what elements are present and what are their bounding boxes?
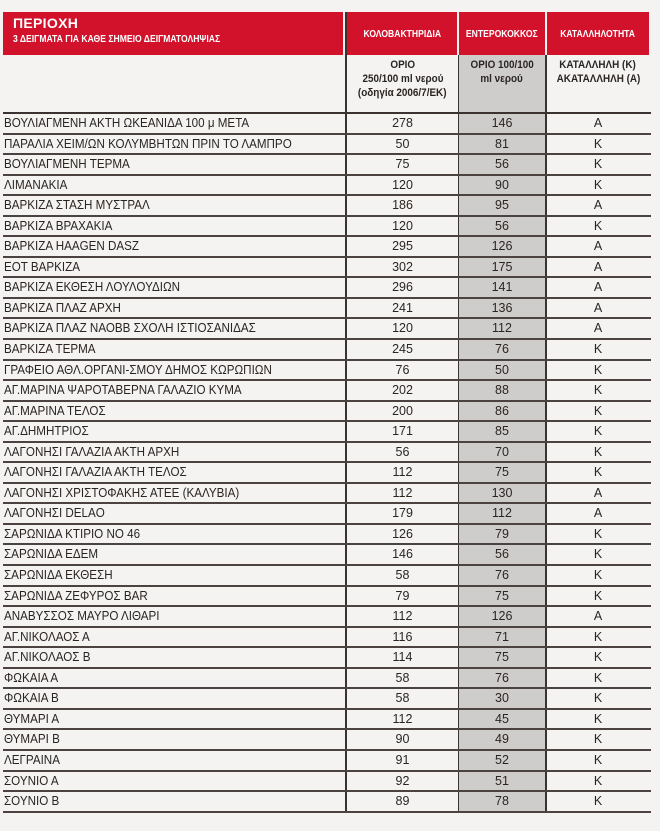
cell-bacteria: 91 bbox=[345, 751, 459, 770]
cell-enterococcus: 95 bbox=[459, 196, 547, 215]
cell-enterococcus: 49 bbox=[459, 730, 547, 749]
cell-suitability: Κ bbox=[593, 444, 603, 459]
table-row bbox=[3, 463, 651, 484]
table-row bbox=[3, 422, 651, 443]
cell-bacteria: 302 bbox=[345, 258, 459, 277]
table-row bbox=[3, 176, 651, 197]
cell-suitability: Κ bbox=[593, 629, 603, 644]
cell-bacteria: 186 bbox=[345, 196, 459, 215]
cell-area bbox=[3, 525, 345, 544]
cell-enterococcus: 76 bbox=[459, 669, 547, 688]
table-row bbox=[3, 566, 651, 587]
cell-suitability: Α bbox=[593, 116, 603, 130]
cell-suitability: Κ bbox=[593, 670, 603, 685]
cell-area bbox=[3, 545, 345, 564]
header-enterococcus-label: ΕΝΤΕΡΟΚΟΚΚΟΣ bbox=[466, 27, 538, 40]
cell-bacteria: 58 bbox=[345, 566, 459, 585]
table-row bbox=[3, 587, 651, 608]
table-row bbox=[3, 484, 651, 505]
cell-enterococcus: 85 bbox=[459, 422, 547, 441]
subheader-area-empty bbox=[3, 55, 345, 112]
cell-suitability: Α bbox=[593, 280, 603, 295]
bacteria-limit-line3: (οδηγία 2006/7/ΕΚ) bbox=[358, 87, 447, 99]
area-name: ΑΓ.ΜΑΡΙΝΑ ΤΕΛΟΣ bbox=[4, 403, 106, 418]
cell-bacteria: 90 bbox=[345, 730, 459, 749]
cell-suitability: Κ bbox=[593, 136, 603, 151]
cell-enterococcus: 70 bbox=[459, 443, 547, 462]
cell-suitability: Α bbox=[593, 321, 603, 336]
cell-area bbox=[3, 237, 345, 256]
area-name: ΛΑΓΟΝΗΣΙ ΧΡΙΣΤΟΦΑΚΗΣ ΑΤΕΕ (ΚΑΛΥΒΙΑ) bbox=[4, 485, 240, 500]
cell-area bbox=[3, 135, 345, 154]
table-row bbox=[3, 155, 651, 176]
cell-area bbox=[3, 463, 345, 482]
subheader-suitability-legend bbox=[547, 55, 649, 112]
cell-bacteria: 278 bbox=[345, 114, 459, 133]
cell-suitability: Κ bbox=[593, 650, 603, 665]
cell-suitability: Κ bbox=[593, 773, 603, 788]
cell-suitability: Κ bbox=[593, 568, 603, 583]
cell-area bbox=[3, 340, 345, 359]
area-name: ΣΟΥΝΙΟ Α bbox=[4, 773, 59, 788]
suitability-legend-line1: ΚΑΤΑΛΛΗΛΗ (Κ) bbox=[559, 59, 637, 71]
table-row bbox=[3, 443, 651, 464]
table-row bbox=[3, 730, 651, 751]
area-name: ΛΕΓΡΑΙΝΑ bbox=[4, 752, 60, 767]
cell-area bbox=[3, 628, 345, 647]
table-row bbox=[3, 607, 651, 628]
cell-enterococcus: 79 bbox=[459, 525, 547, 544]
cell-bacteria: 112 bbox=[345, 607, 459, 626]
cell-area bbox=[3, 710, 345, 729]
table-row bbox=[3, 361, 651, 382]
table-row bbox=[3, 772, 651, 793]
cell-enterococcus: 86 bbox=[459, 402, 547, 421]
area-name: ΣΑΡΩΝΙΔΑ ΖΕΦΥΡΟΣ BAR bbox=[4, 588, 148, 603]
cell-bacteria: 200 bbox=[345, 402, 459, 421]
area-name: ΣΑΡΩΝΙΔΑ ΕΔΕΜ bbox=[4, 547, 99, 562]
table-row bbox=[3, 217, 651, 238]
table-row bbox=[3, 710, 651, 731]
area-name: ΕΟΤ ΒΑΡΚΙΖΑ bbox=[4, 259, 81, 274]
cell-area bbox=[3, 751, 345, 770]
cell-area bbox=[3, 319, 345, 338]
cell-area bbox=[3, 689, 345, 708]
cell-area bbox=[3, 176, 345, 195]
bacteria-limit-line2: 250/100 ml νερού bbox=[361, 73, 443, 85]
table-row bbox=[3, 299, 651, 320]
area-name: ΑΓ.ΜΑΡΙΝΑ ΨΑΡΟΤΑΒΕΡΝΑ ΓΑΛΑΖΙΟ ΚΥΜΑ bbox=[4, 383, 242, 398]
cell-area bbox=[3, 278, 345, 297]
cell-enterococcus: 71 bbox=[459, 628, 547, 647]
cell-area bbox=[3, 114, 345, 133]
cell-bacteria: 120 bbox=[345, 217, 459, 236]
cell-bacteria: 114 bbox=[345, 648, 459, 667]
header-area-title: ΠΕΡΙΟΧΗ bbox=[13, 15, 79, 31]
cell-enterococcus: 76 bbox=[459, 340, 547, 359]
cell-enterococcus: 56 bbox=[459, 545, 547, 564]
cell-enterococcus: 52 bbox=[459, 751, 547, 770]
cell-area bbox=[3, 299, 345, 318]
table-header bbox=[3, 12, 651, 55]
area-name: ΒΑΡΚΙΖΑ ΤΕΡΜΑ bbox=[4, 342, 96, 357]
table-body bbox=[3, 114, 651, 813]
cell-bacteria: 245 bbox=[345, 340, 459, 359]
table-row bbox=[3, 340, 651, 361]
cell-bacteria: 79 bbox=[345, 587, 459, 606]
cell-suitability: Κ bbox=[593, 794, 603, 809]
cell-enterococcus: 45 bbox=[459, 710, 547, 729]
area-name: ΣΑΡΩΝΙΔΑ ΚΤΙΡΙΟ ΝΟ 46 bbox=[4, 526, 141, 541]
cell-enterococcus: 81 bbox=[459, 135, 547, 154]
cell-suitability: Κ bbox=[593, 157, 603, 172]
cell-bacteria: 146 bbox=[345, 545, 459, 564]
cell-bacteria: 126 bbox=[345, 525, 459, 544]
area-name: ΦΩΚΑΙΑ Β bbox=[4, 691, 59, 706]
cell-suitability: Α bbox=[593, 485, 603, 500]
header-enterococcus bbox=[459, 12, 547, 55]
area-name: ΒΑΡΚΙΖΑ ΕΚΘΕΣΗ ΛΟΥΛΟΥΔΙΩΝ bbox=[4, 280, 181, 295]
cell-enterococcus: 136 bbox=[459, 299, 547, 318]
cell-bacteria: 56 bbox=[345, 443, 459, 462]
water-quality-table bbox=[3, 12, 651, 813]
cell-suitability: Κ bbox=[593, 752, 603, 767]
cell-enterococcus: 126 bbox=[459, 607, 547, 626]
cell-bacteria: 112 bbox=[345, 463, 459, 482]
table-row bbox=[3, 114, 651, 135]
area-name: ΑΝΑΒΥΣΣΟΣ ΜΑΥΡΟ ΛΙΘΑΡΙ bbox=[4, 609, 160, 624]
header-bacteria-label: ΚΟΛΟΒΑΚΤΗΡΙΔΙΑ bbox=[363, 27, 441, 40]
area-name: ΒΑΡΚΙΖΑ ΠΛΑΖ ΑΡΧΗ bbox=[4, 300, 121, 315]
table-row bbox=[3, 258, 651, 279]
table-row bbox=[3, 792, 651, 813]
cell-enterococcus: 112 bbox=[459, 319, 547, 338]
cell-enterococcus: 75 bbox=[459, 648, 547, 667]
area-name: ΒΑΡΚΙΖΑ ΠΛΑΖ ΝΑΟΒΒ ΣΧΟΛΗ ΙΣΤΙΟΣΑΝΙΔΑΣ bbox=[4, 321, 256, 336]
subheader-enterococcus-limit bbox=[459, 55, 547, 112]
cell-suitability: Κ bbox=[593, 177, 603, 192]
suitability-legend-line2: ΑΚΑΤΑΛΛΗΛΗ (Α) bbox=[556, 73, 640, 85]
cell-bacteria: 295 bbox=[345, 237, 459, 256]
cell-bacteria: 76 bbox=[345, 361, 459, 380]
cell-bacteria: 112 bbox=[345, 710, 459, 729]
table-row bbox=[3, 751, 651, 772]
cell-bacteria: 50 bbox=[345, 135, 459, 154]
table-row bbox=[3, 196, 651, 217]
cell-suitability: Α bbox=[593, 300, 603, 315]
area-name: ΑΓ.ΝΙΚΟΛΑΟΣ Α bbox=[4, 629, 90, 644]
cell-bacteria: 92 bbox=[345, 772, 459, 791]
table-row bbox=[3, 278, 651, 299]
cell-area bbox=[3, 484, 345, 503]
cell-enterococcus: 112 bbox=[459, 504, 547, 523]
table-row bbox=[3, 669, 651, 690]
area-name: ΘΥΜΑΡΙ Β bbox=[4, 732, 60, 747]
header-suitability-label: ΚΑΤΑΛΛΗΛΟΤΗΤΑ bbox=[560, 27, 636, 40]
cell-bacteria: 120 bbox=[345, 319, 459, 338]
table-row bbox=[3, 545, 651, 566]
cell-area bbox=[3, 772, 345, 791]
table-row bbox=[3, 319, 651, 340]
cell-bacteria: 202 bbox=[345, 381, 459, 400]
cell-area bbox=[3, 258, 345, 277]
cell-bacteria: 58 bbox=[345, 669, 459, 688]
subheader-bacteria-limit bbox=[345, 55, 459, 112]
cell-area bbox=[3, 587, 345, 606]
cell-area bbox=[3, 217, 345, 236]
cell-bacteria: 58 bbox=[345, 689, 459, 708]
cell-suitability: Κ bbox=[593, 691, 603, 706]
area-name: ΓΡΑΦΕΙΟ ΑΘΛ.ΟΡΓΑΝΙ-ΣΜΟΥ ΔΗΜΟΣ ΚΩΡΩΠΙΩΝ bbox=[4, 362, 272, 377]
cell-enterococcus: 75 bbox=[459, 587, 547, 606]
cell-area bbox=[3, 443, 345, 462]
cell-suitability: Κ bbox=[593, 342, 603, 357]
area-name: ΑΓ.ΔΗΜΗΤΡΙΟΣ bbox=[4, 424, 89, 439]
cell-suitability: Κ bbox=[593, 711, 603, 726]
table-row bbox=[3, 628, 651, 649]
area-name: ΒΑΡΚΙΖΑ HAAGEN DASZ bbox=[4, 239, 140, 254]
bacteria-limit-line1: ΟΡΙΟ bbox=[390, 59, 415, 71]
cell-suitability: Α bbox=[593, 259, 603, 274]
cell-area bbox=[3, 422, 345, 441]
cell-area bbox=[3, 402, 345, 421]
cell-enterococcus: 75 bbox=[459, 463, 547, 482]
cell-suitability: Κ bbox=[593, 383, 603, 398]
table-row bbox=[3, 504, 651, 525]
cell-enterococcus: 51 bbox=[459, 772, 547, 791]
cell-bacteria: 112 bbox=[345, 484, 459, 503]
area-name: ΣΟΥΝΙΟ Β bbox=[4, 794, 60, 809]
table-subheader bbox=[3, 55, 651, 114]
cell-enterococcus: 30 bbox=[459, 689, 547, 708]
area-name: ΠΑΡΑΛΙΑ ΧΕΙΜ/ΩΝ ΚΟΛΥΜΒΗΤΩΝ ΠΡΙΝ ΤΟ ΛΑΜΠΡΟ bbox=[4, 136, 292, 151]
cell-area bbox=[3, 504, 345, 523]
area-name: ΒΟΥΛΙΑΓΜΕΝΗ ΤΕΡΜΑ bbox=[4, 157, 130, 172]
header-area-cell bbox=[3, 12, 345, 55]
cell-bacteria: 179 bbox=[345, 504, 459, 523]
area-name: ΒΑΡΚΙΖΑ ΒΡΑΧΑΚΙΑ bbox=[4, 218, 113, 233]
area-name: ΦΩΚΑΙΑ Α bbox=[4, 670, 59, 685]
table-row bbox=[3, 689, 651, 710]
cell-suitability: Α bbox=[593, 506, 603, 521]
cell-bacteria: 75 bbox=[345, 155, 459, 174]
area-name: ΒΟΥΛΙΑΓΜΕΝΗ ΑΚΤΗ ΩΚΕΑΝΙΔΑ 100 μ ΜΕΤΑ bbox=[4, 116, 250, 130]
cell-suitability: Κ bbox=[593, 732, 603, 747]
cell-area bbox=[3, 607, 345, 626]
cell-bacteria: 89 bbox=[345, 792, 459, 811]
cell-bacteria: 120 bbox=[345, 176, 459, 195]
cell-area bbox=[3, 730, 345, 749]
cell-suitability: Κ bbox=[593, 526, 603, 541]
table-row bbox=[3, 402, 651, 423]
cell-suitability: Κ bbox=[593, 465, 603, 480]
area-name: ΛΙΜΑΝΑΚΙΑ bbox=[4, 177, 68, 192]
cell-enterococcus: 130 bbox=[459, 484, 547, 503]
cell-enterococcus: 90 bbox=[459, 176, 547, 195]
area-name: ΘΥΜΑΡΙ Α bbox=[4, 711, 60, 726]
table-row bbox=[3, 381, 651, 402]
cell-enterococcus: 126 bbox=[459, 237, 547, 256]
cell-bacteria: 241 bbox=[345, 299, 459, 318]
cell-enterococcus: 50 bbox=[459, 361, 547, 380]
cell-bacteria: 116 bbox=[345, 628, 459, 647]
header-area-subtitle: 3 ΔΕΙΓΜΑΤΑ ΓΙΑ ΚΑΘΕ ΣΗΜΕΙΟ ΔΕΙΓΜΑΤΟΛΗΨΙΑΣ bbox=[13, 34, 221, 45]
area-name: ΛΑΓΟΝΗΣΙ ΓΑΛΑΖΙΑ ΑΚΤΗ ΑΡΧΗ bbox=[4, 444, 180, 459]
cell-suitability: Κ bbox=[593, 362, 603, 377]
table-row bbox=[3, 525, 651, 546]
cell-suitability: Κ bbox=[593, 588, 603, 603]
cell-area bbox=[3, 361, 345, 380]
cell-area bbox=[3, 566, 345, 585]
cell-bacteria: 171 bbox=[345, 422, 459, 441]
cell-suitability: Κ bbox=[593, 218, 603, 233]
cell-enterococcus: 56 bbox=[459, 155, 547, 174]
cell-area bbox=[3, 155, 345, 174]
cell-area bbox=[3, 196, 345, 215]
cell-area bbox=[3, 669, 345, 688]
area-name: ΣΑΡΩΝΙΔΑ ΕΚΘΕΣΗ bbox=[4, 568, 113, 583]
cell-bacteria: 296 bbox=[345, 278, 459, 297]
cell-enterococcus: 88 bbox=[459, 381, 547, 400]
cell-enterococcus: 146 bbox=[459, 114, 547, 133]
area-name: ΛΑΓΟΝΗΣΙ ΓΑΛΑΖΙΑ ΑΚΤΗ ΤΕΛΟΣ bbox=[4, 465, 187, 480]
enterococcus-limit-line1: ΟΡΙΟ 100/100 bbox=[470, 59, 534, 71]
cell-area bbox=[3, 381, 345, 400]
area-name: ΒΑΡΚΙΖΑ ΣΤΑΣΗ ΜΥΣΤΡΑΛ bbox=[4, 198, 150, 213]
area-name: ΛΑΓΟΝΗΣΙ DELAO bbox=[4, 506, 105, 521]
table-row bbox=[3, 135, 651, 156]
cell-enterococcus: 56 bbox=[459, 217, 547, 236]
cell-suitability: Α bbox=[593, 609, 603, 624]
header-suitability bbox=[547, 12, 649, 55]
cell-area bbox=[3, 648, 345, 667]
cell-area bbox=[3, 792, 345, 811]
cell-suitability: Α bbox=[593, 239, 603, 254]
cell-enterococcus: 78 bbox=[459, 792, 547, 811]
cell-suitability: Α bbox=[593, 198, 603, 213]
cell-enterococcus: 141 bbox=[459, 278, 547, 297]
header-bacteria bbox=[345, 12, 459, 55]
table-row bbox=[3, 648, 651, 669]
area-name: ΑΓ.ΝΙΚΟΛΑΟΣ Β bbox=[4, 650, 91, 665]
cell-suitability: Κ bbox=[593, 424, 603, 439]
cell-enterococcus: 76 bbox=[459, 566, 547, 585]
cell-suitability: Κ bbox=[593, 547, 603, 562]
enterococcus-limit-line2: ml νερού bbox=[480, 73, 524, 85]
cell-suitability: Κ bbox=[593, 403, 603, 418]
cell-enterococcus: 175 bbox=[459, 258, 547, 277]
table-row bbox=[3, 237, 651, 258]
